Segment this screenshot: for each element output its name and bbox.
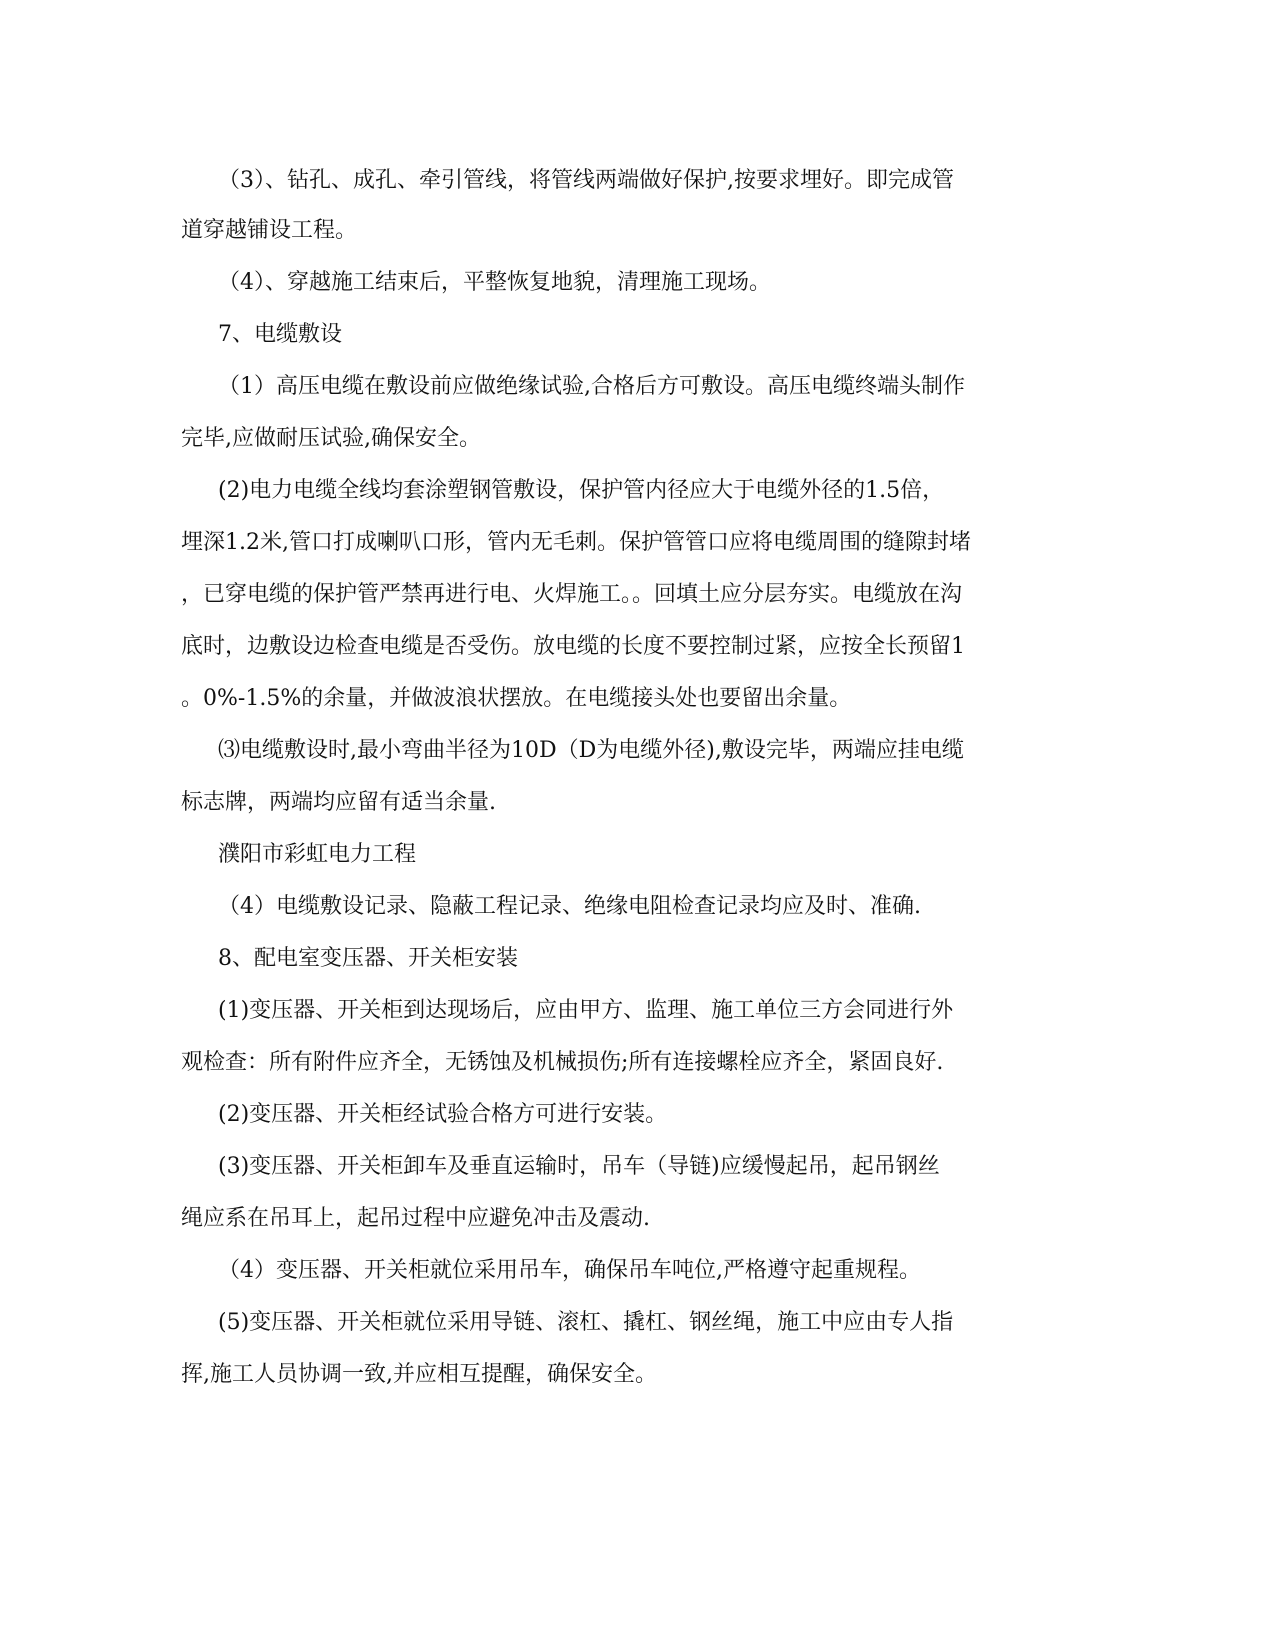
paragraph-line: (5)变压器、开关柜就位采用导链、滚杠、撬杠、钢丝绳，施工中应由专人指: [218, 1310, 954, 1335]
section-heading: 8、配电室变压器、开关柜安装: [218, 946, 518, 971]
paragraph-line: 挥,施工人员协调一致,并应相互提醒，确保安全。: [181, 1362, 657, 1387]
paragraph-line: 观检查：所有附件应齐全，无锈蚀及机械损伤;所有连接螺栓应齐全，紧固良好.: [181, 1050, 944, 1075]
paragraph-line: （4）电缆敷设记录、隐蔽工程记录、绝缘电阻检查记录均应及时、准确.: [218, 894, 921, 919]
paragraph-line: ⑶电缆敷设时,最小弯曲半径为10D（D为电缆外径),敷设完毕，两端应挂电缆: [218, 738, 964, 763]
paragraph-line: 。0%-1.5%的余量，并做波浪状摆放。在电缆接头处也要留出余量。: [181, 686, 852, 711]
paragraph-line: （4）、穿越施工结束后，平整恢复地貌，清理施工现场。: [218, 270, 771, 295]
paragraph-line: 完毕,应做耐压试验,确保安全。: [181, 426, 481, 451]
paragraph-line: (2)变压器、开关柜经试验合格方可进行安装。: [218, 1102, 668, 1127]
paragraph-line: 底时，边敷设边检查电缆是否受伤。放电缆的长度不要控制过紧，应按全长预留1: [181, 634, 965, 659]
paragraph-line: ，已穿电缆的保护管严禁再进行电、火焊施工。。回填土应分层夯实。电缆放在沟: [181, 582, 963, 607]
paragraph-line: （1）高压电缆在敷设前应做绝缘试验,合格后方可敷设。高压电缆终端头制作: [218, 374, 965, 399]
running-header: 濮阳市彩虹电力工程: [218, 842, 417, 867]
paragraph-line: （4）变压器、开关柜就位采用吊车，确保吊车吨位,严格遵守起重规程。: [218, 1258, 921, 1283]
paragraph-line: （3）、钻孔、成孔、牵引管线，将管线两端做好保护,按要求埋好。即完成管: [218, 168, 954, 193]
paragraph-line: 埋深1.2米,管口打成喇叭口形，管内无毛刺。保护管管口应将电缆周围的缝隙封堵: [181, 530, 971, 555]
paragraph-line: 道穿越铺设工程。: [181, 218, 358, 243]
paragraph-line: 标志牌，两端均应留有适当余量.: [181, 790, 496, 815]
section-heading: 7、电缆敷设: [218, 322, 342, 347]
paragraph-line: 绳应系在吊耳上，起吊过程中应避免冲击及震动.: [181, 1206, 650, 1231]
paragraph-line: (1)变压器、开关柜到达现场后，应由甲方、监理、施工单位三方会同进行外: [218, 998, 954, 1023]
paragraph-line: (2)电力电缆全线均套涂塑钢管敷设，保护管内径应大于电缆外径的1.5倍，: [218, 478, 945, 503]
paragraph-line: (3)变压器、开关柜卸车及垂直运输时，吊车（导链)应缓慢起吊，起吊钢丝: [218, 1154, 940, 1179]
